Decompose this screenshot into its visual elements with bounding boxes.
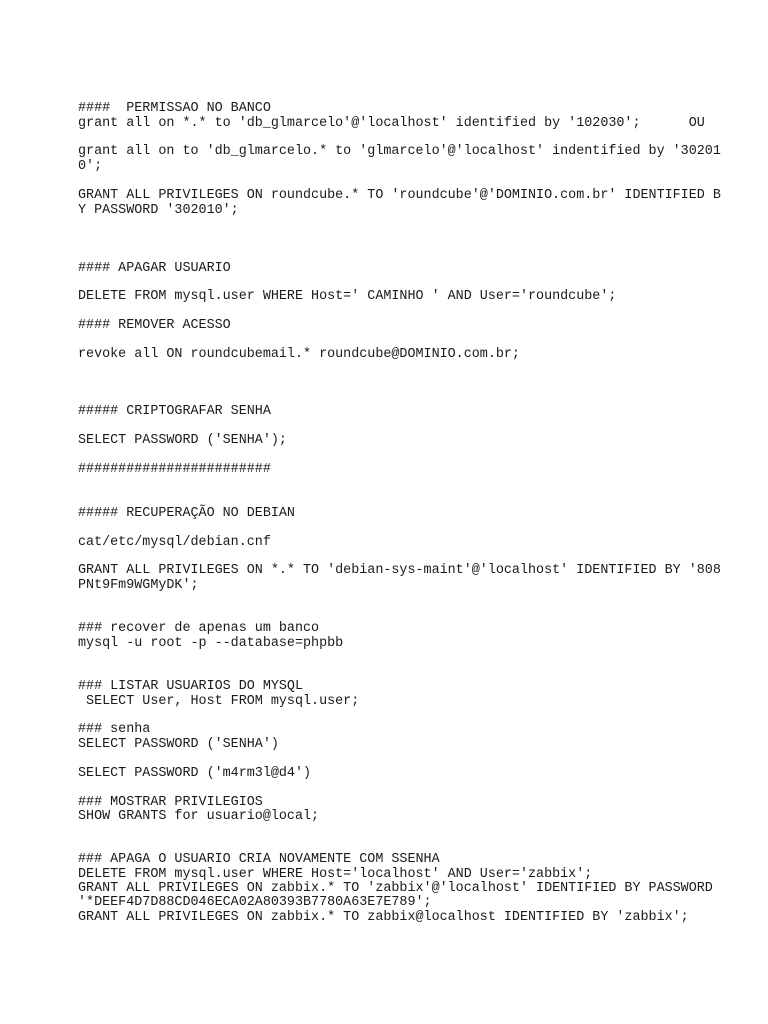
code-line: GRANT ALL PRIVILEGES ON *.* TO 'debian-sys-maint'@'localhost' IDENTIFIED BY '808 — [78, 563, 721, 578]
code-line: 0'; — [78, 159, 103, 174]
heading-apagar-usuario: #### APAGAR USUARIO — [78, 261, 231, 276]
heading-mostrar-privilegios: ### MOSTRAR PRIVILEGIOS — [78, 795, 263, 810]
code-line: PNt9Fm9WGMyDK'; — [78, 578, 199, 593]
code-line: DELETE FROM mysql.user WHERE Host=' CAMINHO ' AND User='roundcube'; — [78, 289, 617, 304]
heading-permissao: #### PERMISSAO NO BANCO — [78, 101, 271, 116]
code-line: GRANT ALL PRIVILEGES ON zabbix.* TO zabbix@localhost IDENTIFIED BY 'zabbix'; — [78, 910, 689, 925]
code-line: '*DEEF4D7D88CD046ECA02A80393B7780A63E7E789'; — [78, 895, 432, 910]
code-line: SELECT PASSWORD ('SENHA'); — [78, 433, 287, 448]
code-line: mysql -u root -p --database=phpbb — [78, 636, 344, 651]
code-line: SELECT PASSWORD ('m4rm3l@d4') — [78, 766, 312, 781]
separator-line: ######################## — [78, 462, 271, 477]
code-line: GRANT ALL PRIVILEGES ON roundcube.* TO 'roundcube'@'DOMINIO.com.br' IDENTIFIED B — [78, 188, 721, 203]
code-line: SELECT PASSWORD ('SENHA') — [78, 737, 279, 752]
code-line: DELETE FROM mysql.user WHERE Host='localhost' AND User='zabbix'; — [78, 867, 593, 882]
heading-listar-usuarios: ### LISTAR USUARIOS DO MYSQL — [78, 679, 303, 694]
code-line: cat/etc/mysql/debian.cnf — [78, 535, 271, 550]
code-line: revoke all ON roundcubemail.* roundcube@DOMINIO.com.br; — [78, 347, 520, 362]
heading-recover-banco: ### recover de apenas um banco — [78, 621, 320, 636]
code-line: Y PASSWORD '302010'; — [78, 203, 239, 218]
heading-senha: ### senha — [78, 722, 151, 737]
code-line: grant all on *.* to 'db_glmarcelo'@'localhost' identified by '102030'; OU — [78, 116, 705, 131]
heading-apaga-usuario: ### APAGA O USUARIO CRIA NOVAMENTE COM SSENHA — [78, 852, 440, 867]
heading-recuperacao-debian: ##### RECUPERAÇÃO NO DEBIAN — [78, 506, 295, 521]
code-line: SELECT User, Host FROM mysql.user; — [78, 694, 360, 709]
heading-remover-acesso: #### REMOVER ACESSO — [78, 318, 231, 333]
code-line: grant all on to 'db_glmarcelo.* to 'glmarcelo'@'localhost' indentified by '30201 — [78, 144, 721, 159]
code-line: GRANT ALL PRIVILEGES ON zabbix.* TO 'zabbix'@'localhost' IDENTIFIED BY PASSWORD — [78, 881, 713, 896]
heading-criptografar-senha: ##### CRIPTOGRAFAR SENHA — [78, 404, 271, 419]
code-line: SHOW GRANTS for usuario@local; — [78, 809, 320, 824]
